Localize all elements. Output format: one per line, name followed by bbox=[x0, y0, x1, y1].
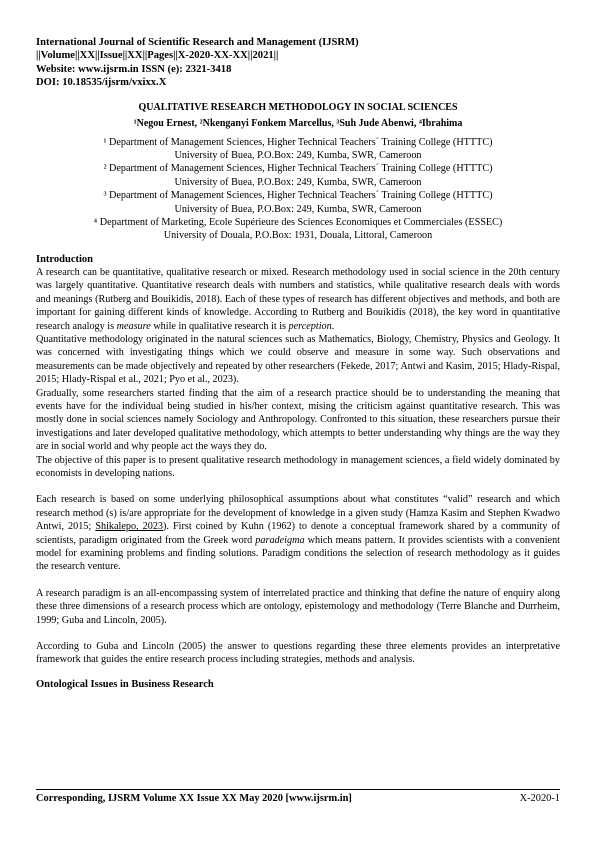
p5-emphasis-paradeigma: paradeigma bbox=[255, 534, 305, 546]
paper-title: QUALITATIVE RESEARCH METHODOLOGY IN SOCIAL SCIENCES bbox=[138, 101, 458, 113]
journal-name: International Journal of Scientific Research and Management (IJSRM) bbox=[36, 37, 359, 48]
shikalepo-citation-link[interactable]: Shikalepo, 2023 bbox=[95, 521, 164, 533]
affiliation-line: ³ Department of Management Sciences, Higher Technical Teachers´ Training College (HTTTC) bbox=[103, 190, 493, 202]
affiliation-line: University of Buea, P.O.Box: 249, Kumba, SWR, Cameroon bbox=[174, 150, 422, 162]
journal-header bbox=[36, 36, 560, 90]
affiliation-line: University of Douala, P.O.Box: 1931, Douala, Littoral, Cameroon bbox=[163, 230, 433, 242]
page-number: X-2020-1 bbox=[519, 793, 560, 804]
affiliation-line: ⁴ Department of Marketing, Ecole Supérieure des Sciences Economiques et Commerciales (ESSEC) bbox=[93, 217, 503, 229]
paragraph-6: A research paradigm is an all-encompassing system of interrelated practice and thinking that define the nature of enquiry along these three dimensions of a research process which are ontology, epistemology and methodology (Terre Blanche and Durrheim, 1999; Guba and Lincoln, 2005). bbox=[36, 587, 560, 626]
p5-text-c: which means pattern. It provides scientists with a convenient model for examining problems and finding solutions. Paradigm conditions the selection of research methodology as it guides the research venture. bbox=[36, 534, 560, 573]
p1-emphasis-perception: perception bbox=[288, 320, 332, 332]
paper-authors: ¹Negou Ernest, ²Nkenganyi Fonkem Marcellus, ³Suh Jude Abenwi, ⁴Ibrahima bbox=[133, 117, 463, 129]
affiliation-line: University of Buea, P.O.Box: 249, Kumba, SWR, Cameroon bbox=[174, 176, 422, 188]
paper-page bbox=[36, 36, 560, 690]
journal-volume: ||Volume||XX||Issue||XX||Pages||X-2020-XX-XX||2021|| bbox=[36, 50, 279, 62]
journal-website[interactable]: Website: www.ijsrm.in ISSN (e): 2321-3418 bbox=[36, 63, 232, 75]
affiliation-line: ² Department of Management Sciences, Higher Technical Teachers´ Training College (HTTTC) bbox=[103, 163, 493, 175]
introduction-heading: Introduction bbox=[36, 253, 93, 265]
p1-emphasis-measure: measure bbox=[116, 320, 151, 332]
p1-text-a: A research can be quantitative, qualitative research or mixed. Research methodology used in social science in the 20th century was largely quantitative. Quantitative research deals with numbers and statistics, while qualitative research deals with words and meanings (Rutberg and Bouikidis, 2018). Each of these types of research has different objectives and methods, and both are important for gaining different kinds of knowledge. According to Rutberg and Bouikidis (2018), the key word in quantitative research analogy is bbox=[36, 266, 560, 332]
ontological-issues-heading: Ontological Issues in Business Research bbox=[36, 678, 214, 690]
affiliations bbox=[36, 136, 560, 243]
p5-text-b: ). First coined by Kuhn (1962) to denote a conceptual framework shared by a community of scientists, paradigm originated from the Greek word bbox=[36, 521, 560, 546]
paragraph-5 bbox=[36, 493, 560, 573]
affiliation-line: University of Buea, P.O.Box: 249, Kumba, SWR, Cameroon bbox=[174, 203, 422, 215]
page-footer bbox=[36, 789, 560, 804]
paragraph-3: Gradually, some researchers started finding that the aim of a research practice should be to understanding the meaning that events have for the individual being studied in his/her context, mising the criticism against quantitative research. This was mostly done in social sciences namely Sociology and Anthropology. Confronted to this situation, these researchers pursue their investigations and later developed qualitative methodology, which attempts to better understanding why things are the way they are in social world and why people act the ways they do. bbox=[36, 387, 560, 453]
journal-doi[interactable]: DOI: 10.18535/ijsrm/vxixx.X bbox=[36, 77, 167, 89]
footer-left: Corresponding, IJSRM Volume XX Issue XX May 2020 [www.ijsrm.in] bbox=[36, 793, 352, 804]
paragraph-1 bbox=[36, 266, 560, 333]
affiliation-line: ¹ Department of Management Sciences, Higher Technical Teachers´ Training College (HTTTC) bbox=[103, 136, 493, 148]
p1-text-b: while in qualitative research it is bbox=[150, 320, 289, 332]
paragraph-2: Quantitative methodology originated in the natural sciences such as Mathematics, Biology, Chemistry, Physics and Geology. It was concerned with investigating things which we could observe and measure in some way. Such observations and measurements can be made objectively and repeated by other researchers (Fekede, 2017; Antwi and Kasim, 2015; Hlady-Rispal, 2015; Hlady-Rispal et al., 2021; Pyo et al., 2023). bbox=[36, 333, 560, 386]
p1-text-c: . bbox=[331, 320, 335, 332]
paragraph-4: The objective of this paper is to present qualitative research methodology in management sciences, a field widely dominated by economists in developing nations. bbox=[36, 454, 560, 479]
p5-text-a: Each research is based on some underlying philosophical assumptions about what constitutes “valid” research and which research method (s) is/are appropriate for the development of knowledge in a given study (Hamza Kasim and Stephen Kwadwo Antwi, 2015; bbox=[36, 494, 560, 533]
paragraph-7: According to Guba and Lincoln (2005) the answer to questions regarding these three elements provides an interpretative framework that guides the entire research process including strategies, methods and analysis. bbox=[36, 641, 560, 666]
